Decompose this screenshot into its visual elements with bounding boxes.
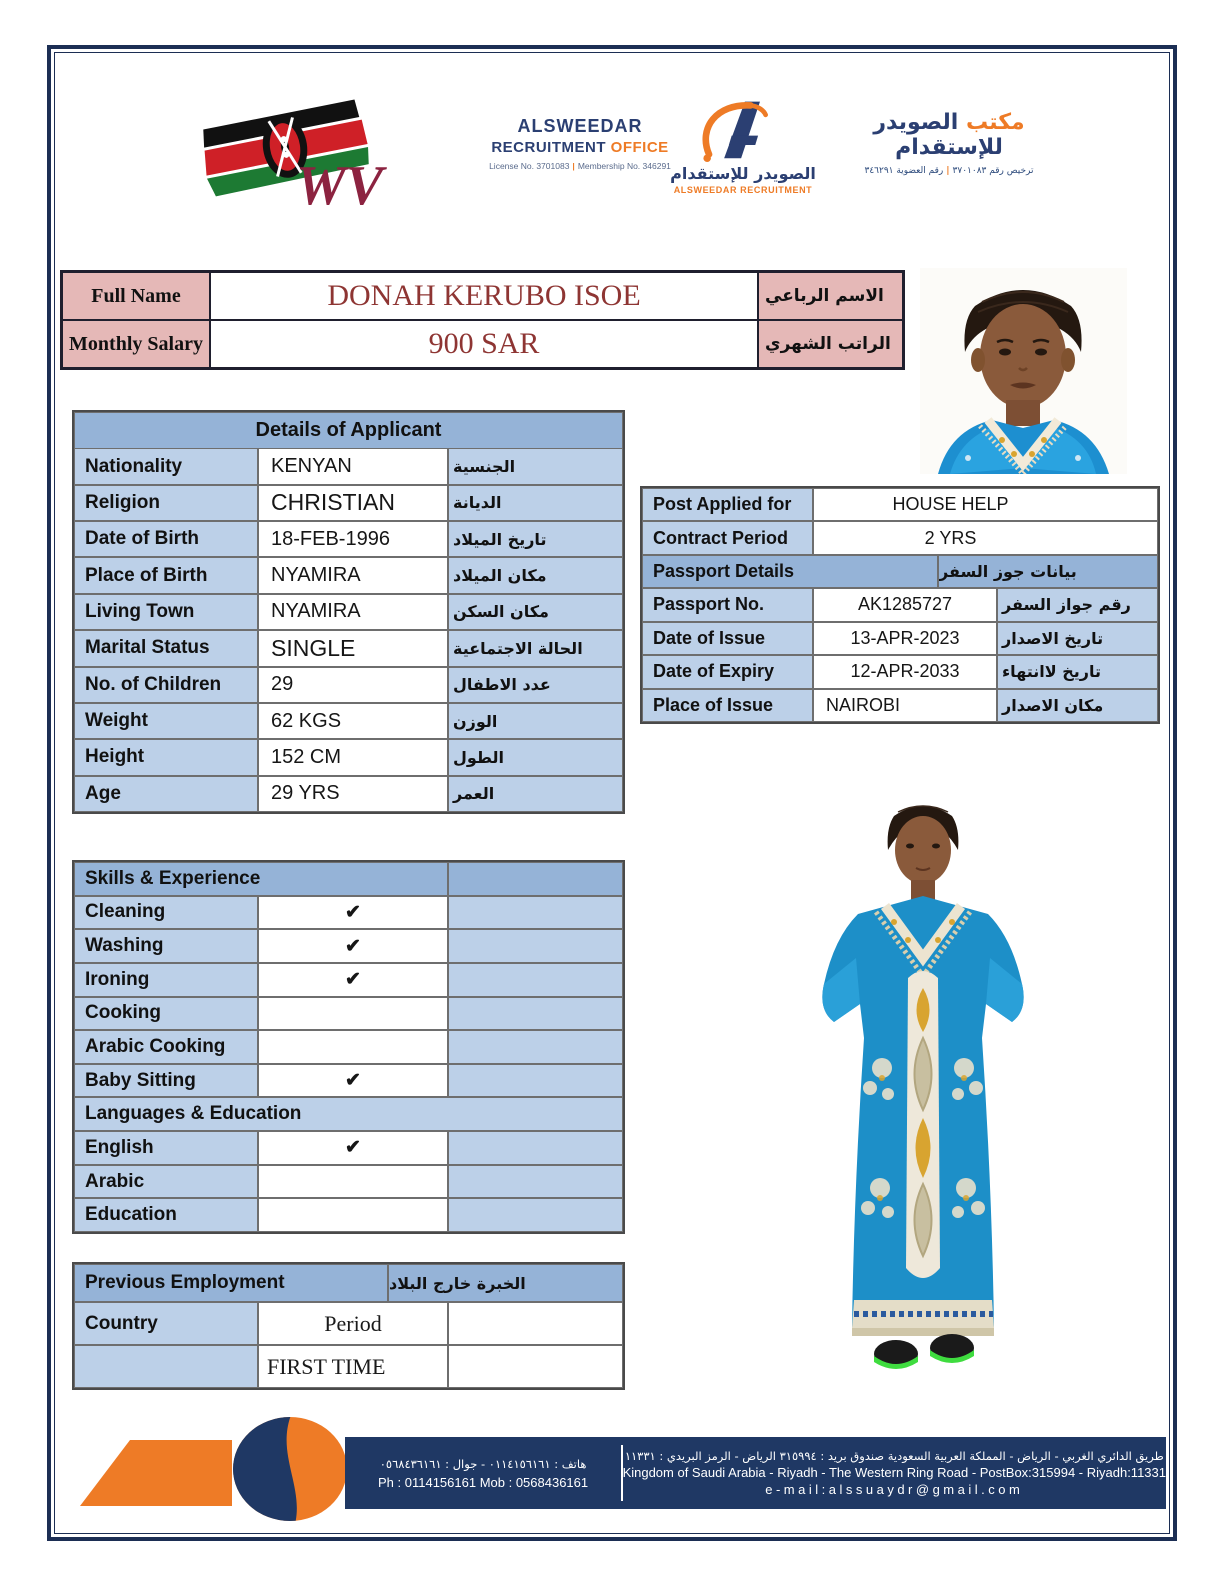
passport-no-arabic: رقم جواز السفر xyxy=(997,588,1158,621)
monthly-salary-value: 900 SAR xyxy=(210,320,758,368)
table-row xyxy=(642,622,1158,655)
footer-phone-english: Ph : 0114156161 Mob : 0568436161 xyxy=(378,1474,589,1490)
height-value: 152 CM xyxy=(258,739,448,775)
table-header-row xyxy=(74,1264,623,1302)
table-row xyxy=(74,703,623,739)
place-of-birth-value: NYAMIRA xyxy=(258,557,448,593)
footer-email: e-mail:alssuaydr@gmail.com xyxy=(765,1482,1024,1497)
weight-label: Weight xyxy=(74,703,258,739)
office-arabic-name: الصويدر للإستقدام xyxy=(873,110,1003,160)
age-label: Age xyxy=(74,776,258,812)
cooking-checkmark xyxy=(258,997,448,1031)
washing-checkmark: ✔ xyxy=(258,929,448,963)
cooking-label: Cooking xyxy=(74,997,258,1031)
religion-arabic: الديانة xyxy=(448,485,623,521)
washing-arabic-cell xyxy=(448,929,623,963)
table-row xyxy=(62,320,903,368)
nationality-arabic: الجنسية xyxy=(448,448,623,484)
previous-employment-table xyxy=(72,1262,625,1390)
first-time-value: FIRST TIME xyxy=(258,1345,448,1388)
ironing-label: Ironing xyxy=(74,963,258,997)
nationality-value: KENYAN xyxy=(258,448,448,484)
a-logo-arabic-name: الصويدر للإستقدام xyxy=(670,164,816,183)
arabic-language-label: Arabic xyxy=(74,1165,258,1199)
table-row xyxy=(74,521,623,557)
office-license-number: License No. 3701083 xyxy=(489,161,570,171)
table-row xyxy=(74,739,623,775)
employment-empty-cell xyxy=(448,1302,623,1345)
office-arabic-title xyxy=(824,110,1074,160)
skills-header-spacer xyxy=(448,862,623,896)
previous-employment-arabic: الخبرة خارج البلاد xyxy=(388,1264,623,1302)
marital-status-arabic: الحالة الاجتماعية xyxy=(448,630,623,666)
applicant-portrait-photo xyxy=(920,268,1127,474)
wv-monogram: WV xyxy=(296,155,384,216)
date-of-birth-label: Date of Birth xyxy=(74,521,258,557)
table-row xyxy=(74,776,623,812)
cleaning-arabic-cell xyxy=(448,896,623,930)
arabic-cooking-arabic-cell xyxy=(448,1030,623,1064)
nationality-label: Nationality xyxy=(74,448,258,484)
date-of-expiry-value: 12-APR-2033 xyxy=(813,655,997,688)
table-row xyxy=(74,1165,623,1199)
table-row xyxy=(74,1198,623,1232)
office-arabic-license: ترخيص رقم ٣٧٠١٠٨٣ xyxy=(952,166,1034,176)
table-row xyxy=(74,1064,623,1098)
skills-experience-table xyxy=(72,860,625,1234)
table-row xyxy=(74,1030,623,1064)
place-of-birth-label: Place of Birth xyxy=(74,557,258,593)
full-name-value: DONAH KERUBO ISOE xyxy=(210,272,758,320)
marital-status-label: Marital Status xyxy=(74,630,258,666)
monthly-salary-arabic-label: الراتب الشهري xyxy=(758,320,903,368)
period-header: Period xyxy=(258,1302,448,1345)
baby-sitting-checkmark: ✔ xyxy=(258,1064,448,1098)
ironing-checkmark: ✔ xyxy=(258,963,448,997)
children-label: No. of Children xyxy=(74,667,258,703)
date-of-birth-value: 18-FEB-1996 xyxy=(258,521,448,557)
passport-details-header-row xyxy=(642,555,1158,588)
office-arabic-prefix: مكتب xyxy=(965,110,1025,135)
cleaning-checkmark: ✔ xyxy=(258,896,448,930)
table-row xyxy=(74,557,623,593)
place-of-birth-arabic: مكان الميلاد xyxy=(448,557,623,593)
place-of-issue-arabic: مكان الاصدار xyxy=(997,689,1158,722)
living-town-value: NYAMIRA xyxy=(258,594,448,630)
skills-table-title: Skills & Experience xyxy=(74,862,448,896)
table-header-row xyxy=(74,412,623,448)
table-row xyxy=(74,485,623,521)
living-town-arabic: مكان السكن xyxy=(448,594,623,630)
date-of-issue-value: 13-APR-2023 xyxy=(813,622,997,655)
languages-education-header-row xyxy=(74,1097,623,1131)
date-of-birth-arabic: تاريخ الميلاد xyxy=(448,521,623,557)
date-of-expiry-label: Date of Expiry xyxy=(642,655,813,688)
footer-phone-block xyxy=(345,1437,621,1509)
table-row xyxy=(642,488,1158,521)
office-name-line1: ALSWEEDAR xyxy=(517,116,643,136)
religion-value: CHRISTIAN xyxy=(258,485,448,521)
table-row xyxy=(74,1131,623,1165)
country-label: Country xyxy=(74,1302,258,1345)
children-arabic: عدد الاطفال xyxy=(448,667,623,703)
education-checkmark xyxy=(258,1198,448,1232)
office-arabic-membership: رقم العضوية ٣٤٦٢٩١ xyxy=(864,166,944,176)
footer-logo-shapes xyxy=(60,1410,360,1528)
cleaning-label: Cleaning xyxy=(74,896,258,930)
education-arabic-cell xyxy=(448,1198,623,1232)
english-label: English xyxy=(74,1131,258,1165)
date-of-expiry-arabic: تاريخ لاانتهاء xyxy=(997,655,1158,688)
table-row xyxy=(74,963,623,997)
previous-employment-title: Previous Employment xyxy=(74,1264,388,1302)
passport-details-arabic: بيانات جوز السفر xyxy=(938,555,1158,588)
passport-details-label: Passport Details xyxy=(642,555,938,588)
height-arabic: الطول xyxy=(448,739,623,775)
table-row xyxy=(62,272,903,320)
alsweedar-a-logo xyxy=(668,96,818,195)
baby-sitting-label: Baby Sitting xyxy=(74,1064,258,1098)
license-separator: | xyxy=(572,161,575,171)
application-passport-table xyxy=(640,486,1160,724)
contract-period-label: Contract Period xyxy=(642,521,813,554)
footer-address-english: Kingdom of Saudi Arabia - Riyadh - The Western Ring Road - PostBox:315994 - Riyadh:11331 xyxy=(622,1465,1166,1480)
monthly-salary-label: Monthly Salary xyxy=(62,320,210,368)
table-row xyxy=(642,655,1158,688)
table-row xyxy=(74,594,623,630)
table-row xyxy=(74,448,623,484)
employment-country-empty xyxy=(74,1345,258,1388)
post-applied-value: HOUSE HELP xyxy=(813,488,1158,521)
children-value: 29 xyxy=(258,667,448,703)
full-name-arabic-label: الاسم الرباعي xyxy=(758,272,903,320)
washing-label: Washing xyxy=(74,929,258,963)
details-of-applicant-table xyxy=(72,410,625,814)
orange-parallelogram xyxy=(80,1440,232,1506)
office-name-office: OFFICE xyxy=(610,139,669,156)
table-row xyxy=(74,1345,623,1388)
table-row xyxy=(642,689,1158,722)
date-of-issue-arabic: تاريخ الاصدار xyxy=(997,622,1158,655)
office-arabic-license-line xyxy=(824,166,1074,176)
table-row xyxy=(74,929,623,963)
arabic-license-separator: | xyxy=(946,166,950,176)
footer-address-arabic: طريق الدائري الغربي - الرياض - المملكة العربية السعودية صندوق بريد : ٣١٥٩٩٤ الرياض - الرمز البريدي : ١١٣٣١ xyxy=(624,1449,1164,1463)
contract-period-value: 2 YRS xyxy=(813,521,1158,554)
table-row xyxy=(74,997,623,1031)
height-label: Height xyxy=(74,739,258,775)
weight-value: 62 KGS xyxy=(258,703,448,739)
living-town-label: Living Town xyxy=(74,594,258,630)
cooking-arabic-cell xyxy=(448,997,623,1031)
arabic-cooking-label: Arabic Cooking xyxy=(74,1030,258,1064)
place-of-issue-value: NAIROBI xyxy=(813,689,997,722)
passport-no-label: Passport No. xyxy=(642,588,813,621)
office-arabic-title-block xyxy=(824,110,1074,176)
table-row xyxy=(74,630,623,666)
identity-table xyxy=(60,270,905,370)
religion-label: Religion xyxy=(74,485,258,521)
languages-education-title: Languages & Education xyxy=(74,1097,623,1131)
footer-phone-arabic: هاتف : ٠١١٤١٥٦١٦١ - جوال : ٠٥٦٨٤٣٦١٦١ xyxy=(379,1456,587,1471)
applicant-full-body-photo xyxy=(790,788,1065,1392)
table-row xyxy=(74,1302,623,1345)
full-name-label: Full Name xyxy=(62,272,210,320)
date-of-issue-label: Date of Issue xyxy=(642,622,813,655)
office-membership-number: Membership No. 346291 xyxy=(577,161,671,171)
table-row xyxy=(74,667,623,703)
footer-address-block xyxy=(623,1437,1166,1509)
ironing-arabic-cell xyxy=(448,963,623,997)
weight-arabic: الوزن xyxy=(448,703,623,739)
arabic-cooking-checkmark xyxy=(258,1030,448,1064)
office-name-recruitment: RECRUITMENT xyxy=(491,139,606,156)
arabic-language-arabic-cell xyxy=(448,1165,623,1199)
english-arabic-cell xyxy=(448,1131,623,1165)
table-row xyxy=(642,521,1158,554)
employment-empty-cell xyxy=(448,1345,623,1388)
baby-sitting-arabic-cell xyxy=(448,1064,623,1098)
footer-contact-bar xyxy=(345,1437,1166,1509)
details-table-title: Details of Applicant xyxy=(74,412,623,449)
age-arabic: العمر xyxy=(448,776,623,812)
place-of-issue-label: Place of Issue xyxy=(642,689,813,722)
a-swoosh-icon xyxy=(695,96,791,162)
marital-status-value: SINGLE xyxy=(258,630,448,666)
table-row xyxy=(74,896,623,930)
table-header-row xyxy=(74,862,623,896)
table-row xyxy=(642,588,1158,621)
passport-no-value: AK1285727 xyxy=(813,588,997,621)
post-applied-label: Post Applied for xyxy=(642,488,813,521)
english-checkmark: ✔ xyxy=(258,1131,448,1165)
education-label: Education xyxy=(74,1198,258,1232)
kenya-flag-wv-logo xyxy=(188,96,400,216)
age-value: 29 YRS xyxy=(258,776,448,812)
arabic-language-checkmark xyxy=(258,1165,448,1199)
a-logo-english-name: ALSWEEDAR RECRUITMENT xyxy=(673,185,813,195)
